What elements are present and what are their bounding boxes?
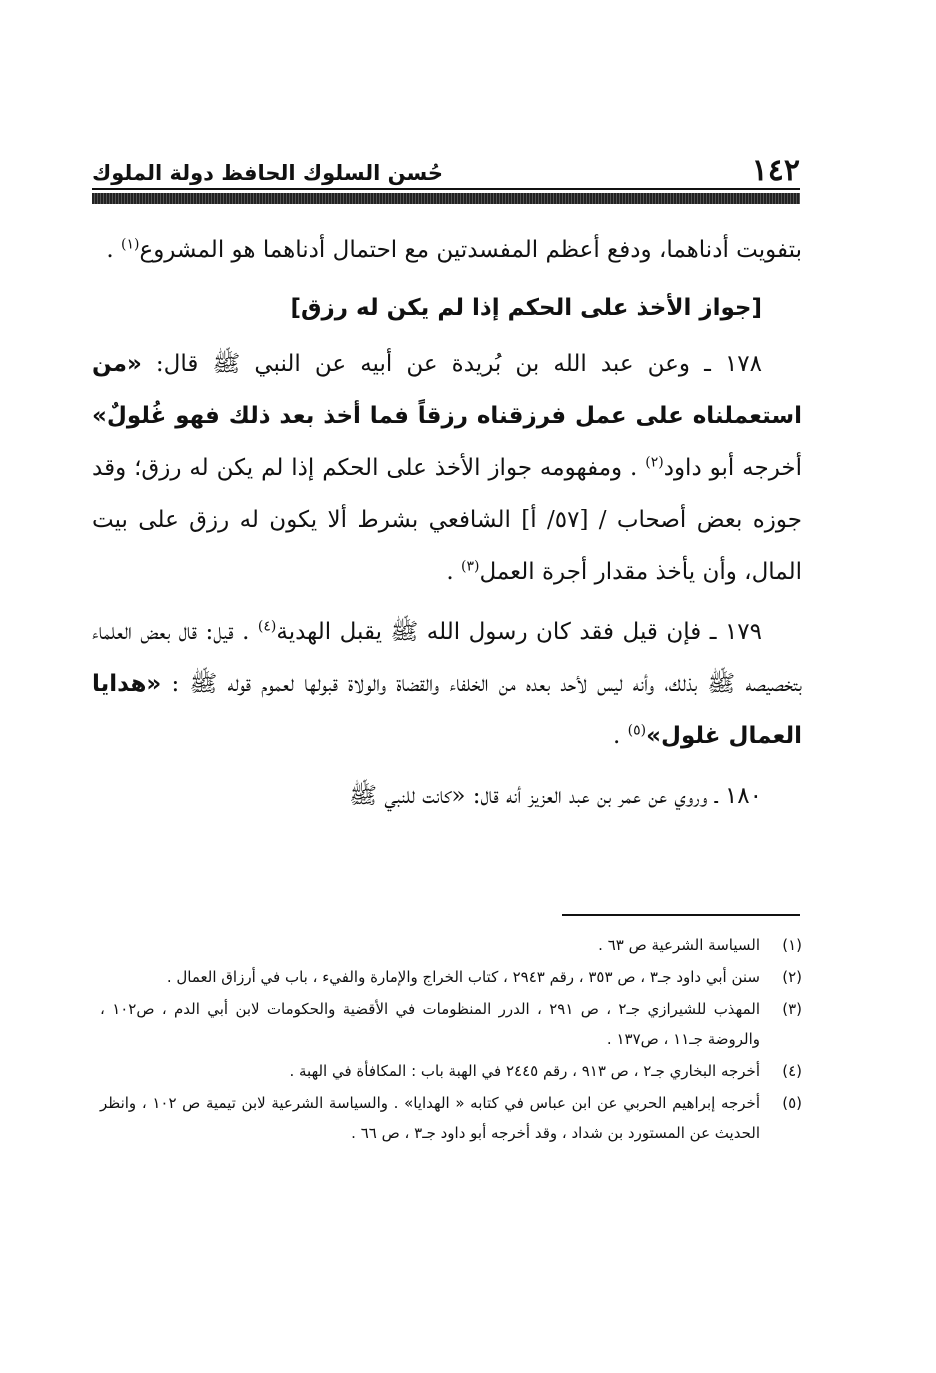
paragraph-179 [92, 606, 802, 762]
main-text [92, 224, 802, 822]
paragraph-text: . قيل: قال بعض العلماء بتخصيصه ﷺ بذلك، وأنه ليس لأحد بعده من الخلفاء والقضاة والولاة قبولها لعموم قوله ﷺ : [92, 619, 802, 697]
footnote-item [100, 994, 802, 1054]
paragraph-end: . [613, 723, 628, 749]
footnote-item [100, 1088, 802, 1148]
footnote-text: أخرجه البخاري جـ٢ ، ص ٩١٣ ، رقم ٢٤٤٥ في الهبة باب : المكافأة في الهبة . [289, 1062, 760, 1080]
footnote-number: (٥) [782, 1094, 802, 1112]
footnote-number: (٤) [782, 1062, 802, 1080]
hadith-quote: «هدايا العمال غلول» [92, 671, 802, 749]
footnote-separator [562, 914, 800, 916]
header-rule-thick [92, 193, 800, 204]
footnote-text: المهذب للشيرازي جـ٢ ، ص ٢٩١ ، الدرر المنظومات في الأقضية والحكومات لابن أبي الدم ، ص١٠٢ ، والروضة جـ١١ ، ص١٣٧ . [100, 1000, 761, 1048]
paragraph-text: ١٧٨ ـ وعن عبد الله بن بُريدة عن أبيه عن النبي ﷺ قال: [141, 351, 762, 377]
running-title: حُسن السلوك الحافظ دولة الملوك [92, 161, 444, 185]
footnote-number: (٢) [782, 968, 802, 986]
paragraph-text: بتفويت أدناهما، ودفع أعظم المفسدتين مع احتمال أدناهما هو المشروع [139, 237, 802, 263]
footnote-number: (١) [782, 936, 802, 954]
footnote-ref: (٢) [645, 454, 664, 471]
footnote-number: (٣) [782, 1000, 802, 1018]
footnote-item [100, 962, 802, 992]
paragraph-end: . [446, 559, 461, 585]
footnote-ref: (٣) [460, 558, 480, 575]
paragraph-text: . ومفهومه جواز الأخذ على الحكم إذا لم يكن له رزق؛ وقد جوزه بعض أصحاب / [٥٧/ أ] الشافعي بشرط ألا يكون له رزق على بيت المال، وأن يأخذ مقدار أجرة العمل [92, 455, 802, 585]
page-number: ١٤٢ [751, 153, 800, 188]
footnotes [100, 930, 802, 1150]
paragraph-text: ١٧٩ ـ فإن قيل فقد كان رسول الله ﷺ يقبل الهدية [276, 619, 762, 645]
paragraph-180: ١٨٠ ـ وروي عن عمر بن عبد العزيز أنه قال: «كانت للنبي ﷺ [349, 783, 762, 809]
footnote-ref: (٥) [627, 722, 647, 739]
page-header [92, 142, 800, 186]
paragraph-continuation [92, 224, 802, 276]
header-rule-thin [92, 188, 800, 190]
footnote-item [100, 1056, 802, 1086]
footnote-ref: (١) [121, 236, 140, 253]
paragraph-end: . [106, 237, 121, 263]
section-heading: [جواز الأخذ على الحكم إذا لم يكن له رزق] [290, 295, 762, 321]
footnote-text: السياسة الشرعية ص ٦٣ . [598, 936, 760, 954]
footnote-text: سنن أبي داود جـ٣ ، ص ٣٥٣ ، رقم ٢٩٤٣ ، كتاب الخراج والإمارة والفيء ، باب في أرزاق العمال . [166, 968, 760, 986]
footnote-ref: (٤) [257, 618, 277, 635]
footnote-text: أخرجه إبراهيم الحربي عن ابن عباس في كتابه « الهدايا» . والسياسة الشرعية لابن تيمية ص ١٠٢ ، وانظر الحديث عن المستورد بن شداد ، وقد أخرجه أبو داود جـ٣ ، ص ٦٦ . [100, 1094, 760, 1142]
hadith-quote: «من استعملناه على عمل فرزقناه رزقاً فما أخذ بعد ذلك فهو غُلولٌ» [92, 351, 802, 429]
footnote-item [100, 930, 802, 960]
paragraph-text: أخرجه أبو داود [663, 455, 802, 481]
paragraph-178 [92, 338, 802, 598]
